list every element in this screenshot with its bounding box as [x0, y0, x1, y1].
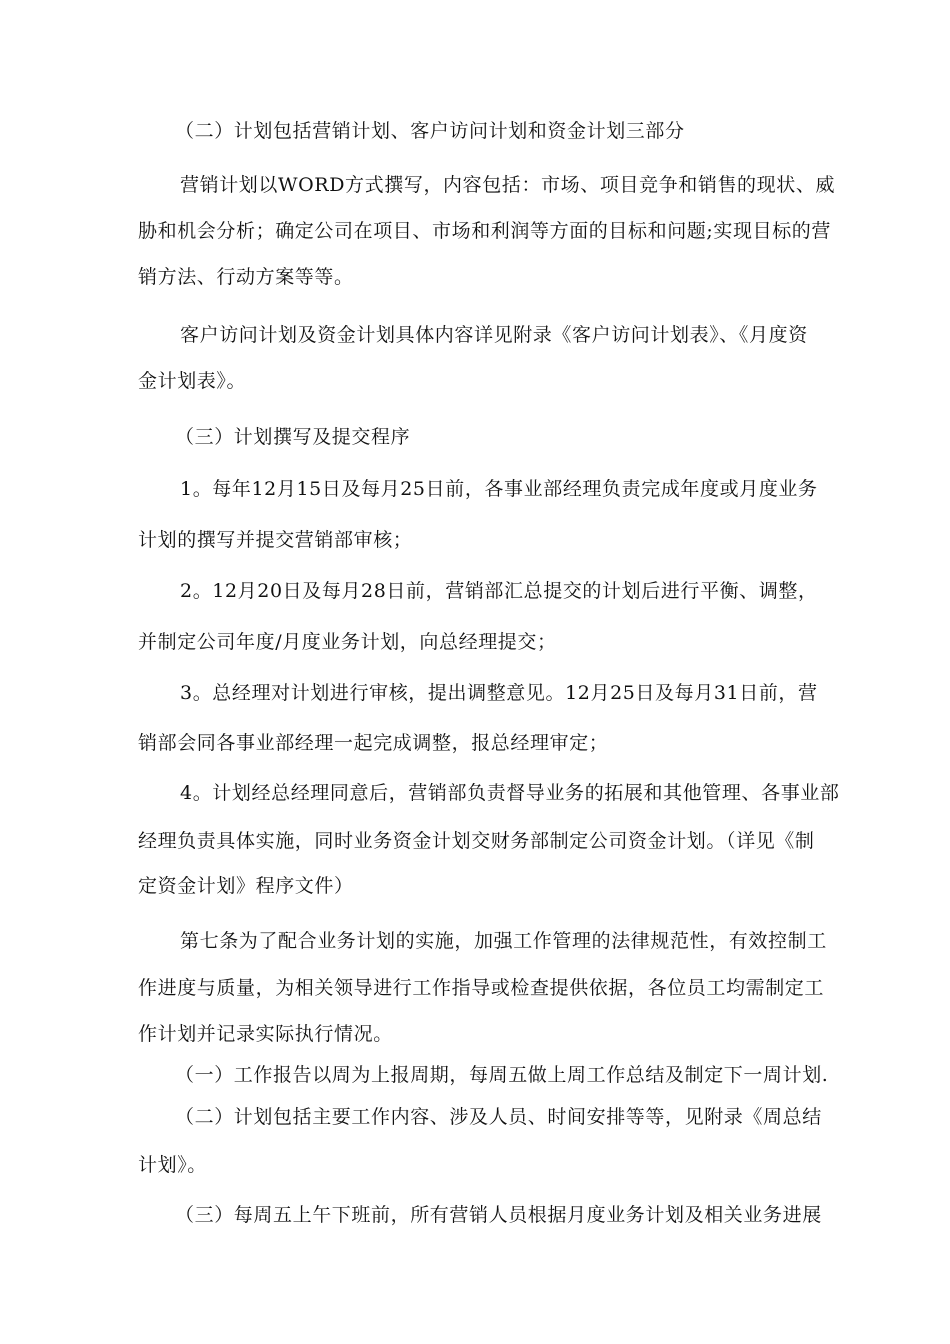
paragraph-line: 第七条为了配合业务计划的实施，加强工作管理的法律规范性，有效控制工: [180, 930, 827, 952]
section-heading-3: （三）计划撰写及提交程序: [175, 426, 411, 448]
section-heading-2: （二）计划包括营销计划、客户访问计划和资金计划三部分: [175, 120, 685, 142]
paragraph-line: 定资金计划》程序文件）: [138, 875, 354, 897]
paragraph-line: （三）每周五上午下班前，所有营销人员根据月度业务计划及相关业务进展: [175, 1204, 822, 1226]
paragraph-line: 客户访问计划及资金计划具体内容详见附录《客户访问计划表》、《月度资: [180, 324, 808, 346]
paragraph-line: 作进度与质量，为相关领导进行工作指导或检查提供依据，各位员工均需制定工: [138, 977, 825, 999]
paragraph-line: 销部会同各事业部经理一起完成调整，报总经理审定；: [138, 732, 609, 754]
paragraph-line: 作计划并记录实际执行情况。: [138, 1023, 393, 1045]
paragraph-line: （二）计划包括主要工作内容、涉及人员、时间安排等等，见附录《周总结: [175, 1106, 822, 1128]
paragraph-line: 2。12月20日及每月28日前，营销部汇总提交的计划后进行平衡、调整，: [180, 580, 818, 602]
paragraph-line: 计划》。: [138, 1154, 207, 1176]
paragraph-line: 3。总经理对计划进行审核，提出调整意见。12月25日及每月31日前，营: [180, 682, 818, 704]
paragraph-line: 计划的撰写并提交营销部审核；: [138, 529, 413, 551]
paragraph-line: 胁和机会分析；确定公司在项目、市场和利润等方面的目标和问题;实现目标的营: [138, 220, 832, 242]
paragraph-line: 金计划表》。: [138, 370, 247, 392]
paragraph-line: 1。每年12月15日及每月25日前，各事业部经理负责完成年度或月度业务: [180, 478, 818, 500]
paragraph-line: 并制定公司年度/月度业务计划，向总经理提交；: [138, 631, 557, 653]
paragraph-line: 营销计划以WORD方式撰写，内容包括：市场、项目竞争和销售的现状、威: [180, 174, 836, 196]
paragraph-line: （一）工作报告以周为上报周期，每周五做上周工作总结及制定下一周计划.: [175, 1064, 829, 1086]
paragraph-line: 经理负责具体实施，同时业务资金计划交财务部制定公司资金计划。（详见《制: [138, 830, 815, 852]
paragraph-line: 销方法、行动方案等等。: [138, 266, 354, 288]
paragraph-line: 4。计划经总经理同意后，营销部负责督导业务的拓展和其他管理、各事业部: [180, 782, 840, 804]
